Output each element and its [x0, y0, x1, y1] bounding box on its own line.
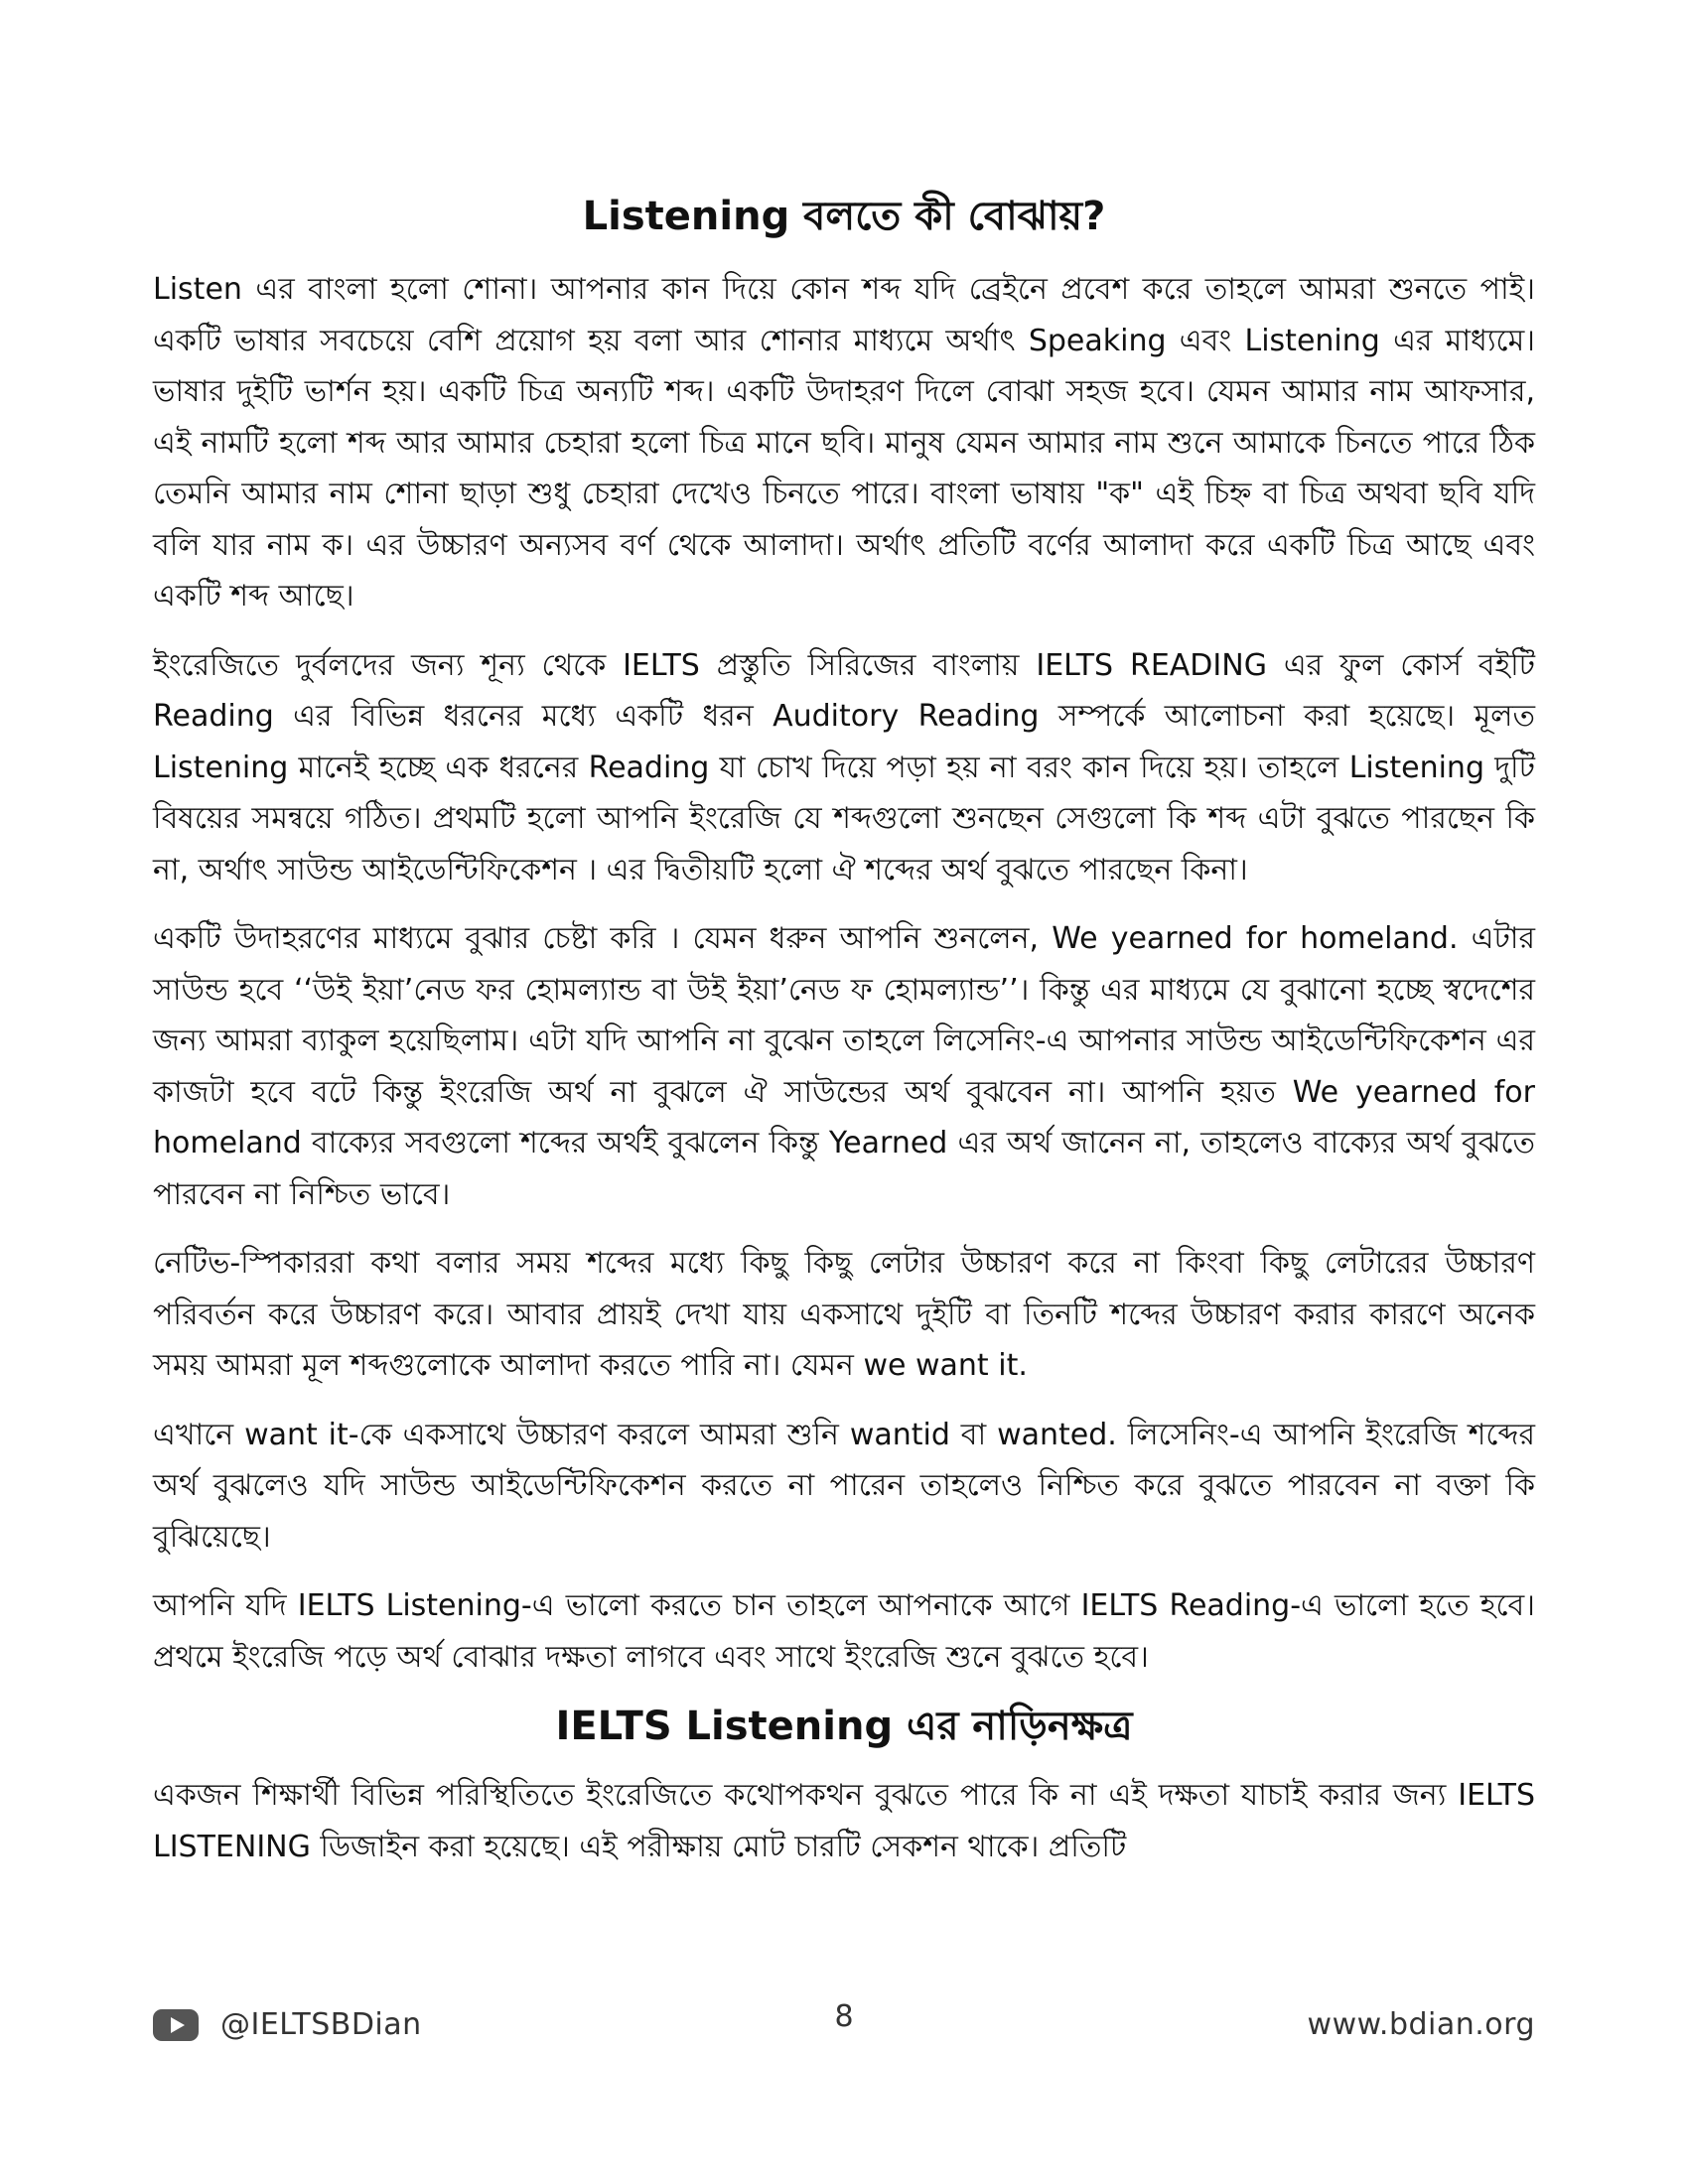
channel-handle: @IELTSBDian — [220, 2007, 422, 2042]
paragraph: ইংরেজিতে দুর্বলদের জন্য শূন্য থেকে IELTS প্রস্তুতি সিরিজের বাংলায় IELTS READING এর ফুল কোর্স বইটি Reading এর বিভিন্ন ধরনের মধ্যে একটি ধরন Auditory Reading সম্পর্কে আলোচনা করা হয়েছে। মূলত Listening মানেই হচ্ছে এক ধরনের Reading যা চোখ দিয়ে পড়া হয় না বরং কান দিয়ে হয়। তাহলে Listening দুটি বিষয়ের সমন্বয়ে গঠিত। প্রথমটি হলো আপনি ইংরেজি যে শব্দগুলো শুনছেন সেগুলো কি শব্দ এটা বুঝতে পারছেন কি না, অর্থাৎ সাউন্ড আইডেন্টিফিকেশন । এর দ্বিতীয়টি হলো ঐ শব্দের অর্থ বুঝতে পারছেন কিনা। — [153, 647, 1535, 887]
page-number: 8 — [834, 1999, 854, 2034]
paragraph: একটি উদাহরণের মাধ্যমে বুঝার চেষ্টা করি । যেমন ধরুন আপনি শুনলেন, We yearned for homeland. এটার সাউন্ড হবে ‘‘উই ইয়া’নেড ফর হোমল্যান্ড বা উই ইয়া’নেড ফ হোমল্যান্ড’’। কিন্তু এর মাধ্যমে যে বুঝানো হচ্ছে স্বদেশের জন্য আমরা ব্যাকুল হয়েছিলাম। এটা যদি আপনি না বুঝেন তাহলে লিসেনিং-এ আপনার সাউন্ড আইডেন্টিফিকেশন এর কাজটা হবে বটে কিন্তু ইংরেজি অর্থ না বুঝলে ঐ সাউন্ডের অর্থ বুঝবেন না। আপনি হয়ত We yearned for homeland বাক্যের সবগুলো শব্দের অর্থই বুঝলেন কিন্তু Yearned এর অর্থ জানেন না, তাহলেও বাক্যের অর্থ বুঝতে পারবেন না নিশ্চিত ভাবে। — [153, 921, 1535, 1212]
page-footer — [153, 1999, 1535, 2057]
paragraph: Listen এর বাংলা হলো শোনা। আপনার কান দিয়ে কোন শব্দ যদি ব্রেইনে প্রবেশ করে তাহলে আমরা শুনতে পাই। একটি ভাষার সবচেয়ে বেশি প্রয়োগ হয় বলা আর শোনার মাধ্যমে অর্থাৎ Speaking এবং Listening এর মাধ্যমে। ভাষার দুইটি ভার্শন হয়। একটি চিত্র অন্যটি শব্দ। একটি উদাহরণ দিলে বোঝা সহজ হবে। যেমন আমার নাম আফসার, এই নামটি হলো শব্দ আর আমার চেহারা হলো চিত্র মানে ছবি। মানুষ যেমন আমার নাম শুনে আমাকে চিনতে পারে ঠিক তেমনি আমার নাম শোনা ছাড়া শুধু চেহারা দেখেও চিনতে পারে। বাংলা ভাষায় "ক" এই চিহ্ন বা চিত্র অথবা ছবি যদি বলি যার নাম ক। এর উচ্চারণ অন্যসব বর্ণ থেকে আলাদা। অর্থাৎ প্রতিটি বর্ণের আলাদা করে একটি চিত্র আছে এবং একটি শব্দ আছে। — [153, 272, 1535, 614]
section-heading-listening: Listening বলতে কী বোঝায়? — [582, 194, 1106, 239]
paragraph: নেটিভ-স্পিকাররা কথা বলার সময় শব্দের মধ্যে কিছু কিছু লেটার উচ্চারণ করে না কিংবা কিছু লেটারের উচ্চারণ পরিবর্তন করে উচ্চারণ করে। আবার প্রায়ই দেখা যায় একসাথে দুইটি বা তিনটি শব্দের উচ্চারণ করার কারণে অনেক সময় আমরা মূল শব্দগুলোকে আলাদা করতে পারি না। যেমন we want it. — [153, 1246, 1535, 1383]
paragraph: একজন শিক্ষার্থী বিভিন্ন পরিস্থিতিতে ইংরেজিতে কথোপকথন বুঝতে পারে কি না এই দক্ষতা যাচাই করার জন্য IELTS LISTENING ডিজাইন করা হয়েছে। এই পরীক্ষায় মোট চারটি সেকশন থাকে। প্রতিটি — [153, 1778, 1535, 1864]
section-heading-ielts-listening: IELTS Listening এর নাড়িনক্ষত্র — [555, 1704, 1133, 1749]
paragraph: এখানে want it-কে একসাথে উচ্চারণ করলে আমরা শুনি wantid বা wanted. লিসেনিং-এ আপনি ইংরেজি শব্দের অর্থ বুঝলেও যদি সাউন্ড আইডেন্টিফিকেশন করতে না পারেন তাহলেও নিশ্চিত করে বুঝতে পারবেন না বক্তা কি বুঝিয়েছে। — [153, 1417, 1535, 1555]
page-body — [153, 191, 1535, 1890]
website-link[interactable]: www.bdian.org — [1307, 2007, 1535, 2042]
paragraph: আপনি যদি IELTS Listening-এ ভালো করতে চান তাহলে আপনাকে আগে IELTS Reading-এ ভালো হতে হবে। প্রথমে ইংরেজি পড়ে অর্থ বোঝার দক্ষতা লাগবে এবং সাথে ইংরেজি শুনে বুঝতে হবে। — [153, 1588, 1535, 1675]
